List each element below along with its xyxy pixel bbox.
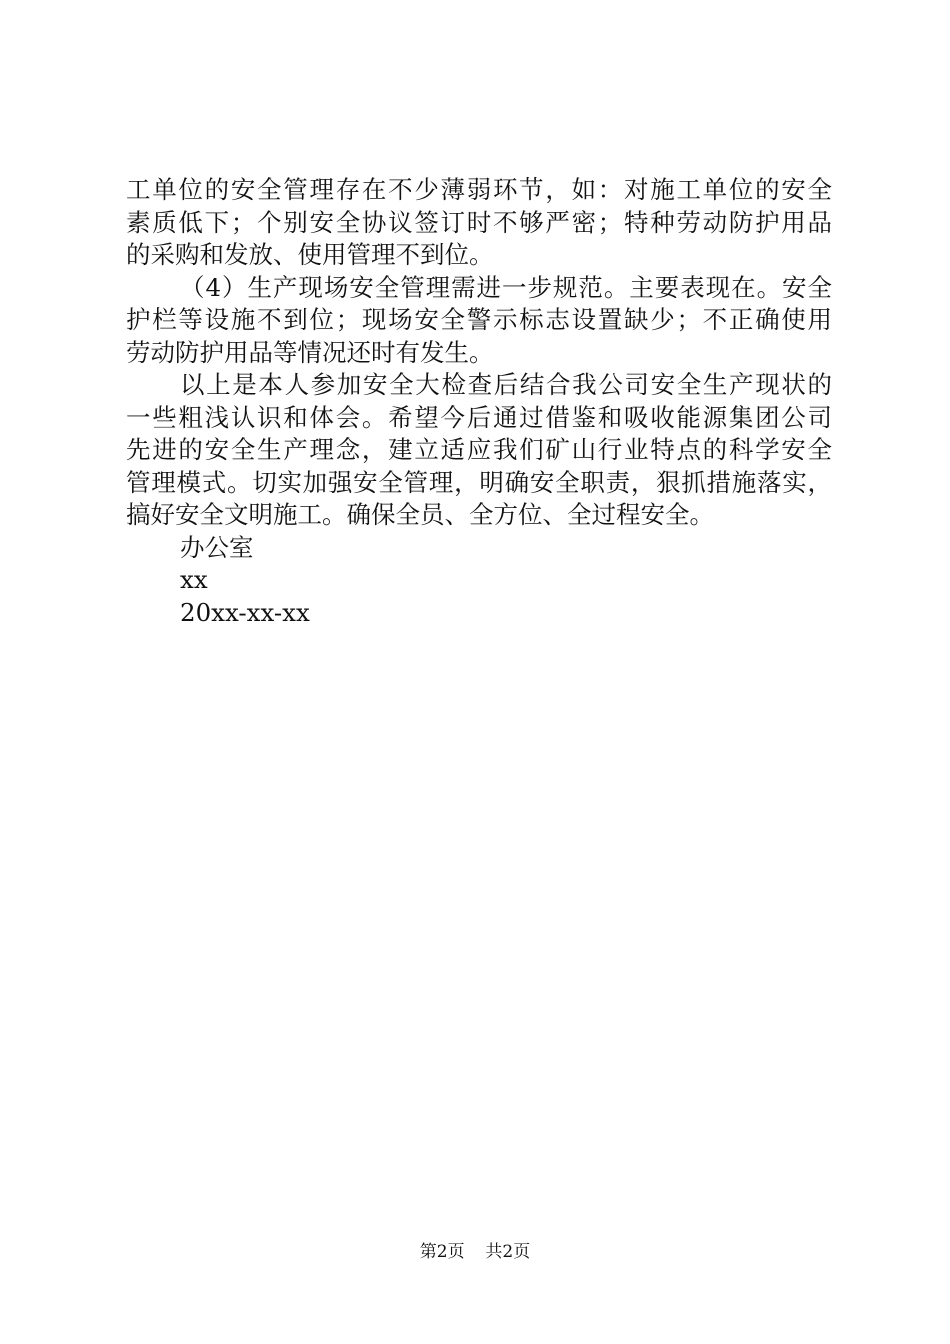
text-line: 的采购和发放、使用管理不到位。 [126,240,494,269]
signature-block [126,532,832,630]
paragraph-2 [126,272,832,370]
text-line: 管理模式。切实加强安全管理，明确安全职责，狠抓措施落实， [126,467,832,497]
text-line: 搞好安全文明施工。确保全员、全方位、全过程安全。 [126,500,714,529]
text-line: 以上是本人参加安全大检查后结合我公司安全生产现状的 [180,370,832,399]
text-line: 工单位的安全管理存在不少薄弱环节，如：对施工单位的安全 [126,175,832,204]
signature-date: 20xx-xx-xx [180,597,310,627]
text-line: 先进的安全生产理念，建立适应我们矿山行业特点的科学安全 [126,435,832,464]
text-line: 护栏等设施不到位；现场安全警示标志设置缺少；不正确使用 [126,305,832,334]
document-body [126,174,832,629]
signature-department: 办公室 [180,532,254,562]
paragraph-1 [126,174,832,272]
page-footer [0,1241,950,1263]
page-number: 第2页 [419,1242,465,1262]
paragraph-3 [126,369,832,532]
signature-name: xx [180,565,208,594]
text-line: 一些粗浅认识和体会。希望今后通过借鉴和吸收能源集团公司 [126,402,832,432]
text-line: 素质低下；个别安全协议签订时不够严密；特种劳动防护用品 [126,207,832,237]
page-total: 共2页 [485,1242,531,1262]
text-line: （4）生产现场安全管理需进一步规范。主要表现在。安全 [180,272,832,302]
text-line: 劳动防护用品等情况还时有发生。 [126,337,494,367]
